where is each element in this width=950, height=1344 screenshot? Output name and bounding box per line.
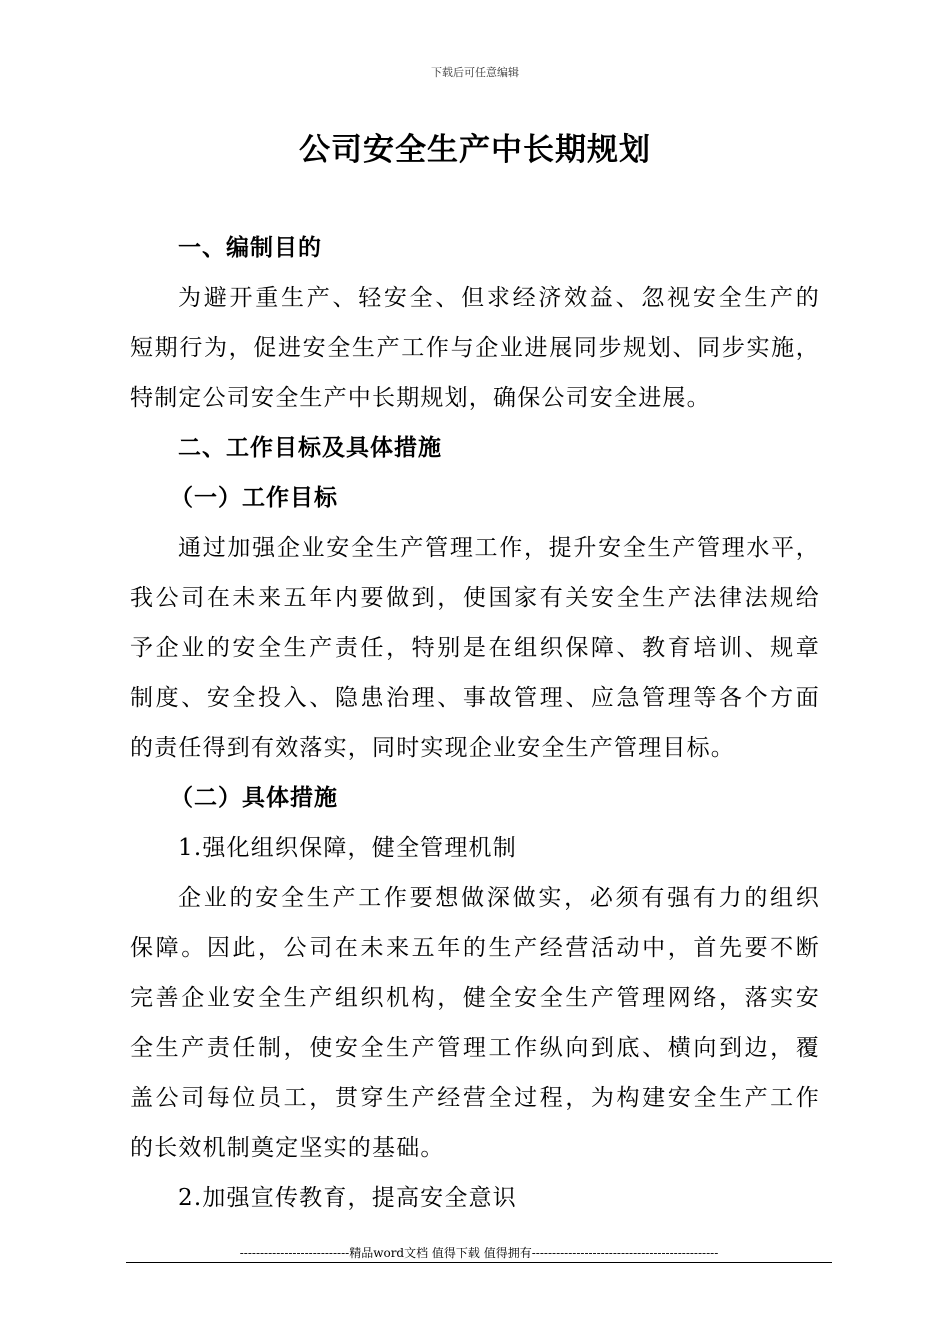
paragraph-line: 为避开重生产、轻安全、但求经济效益、忽视安全生产的 [178,285,820,311]
footer-note: ---------------------------精品word文档 值得下载 值得拥有---------------------------------------------- [239,1246,719,1260]
section-heading-purpose: 一、编制目的 [178,235,322,261]
subsection-heading-work-goals: （一）工作目标 [170,485,338,511]
paragraph-line: 短期行为，促进安全生产工作与企业进展同步规划、同步实施， [130,335,820,361]
paragraph-line: 全生产责任制，使安全生产管理工作纵向到底、横向到边，覆 [130,1035,820,1061]
paragraph-line: 通过加强企业安全生产管理工作，提升安全生产管理水平， [178,535,820,561]
section-heading-goals: 二、工作目标及具体措施 [178,435,442,461]
item-heading-education: 2.加强宣传教育，提高安全意识 [178,1185,517,1211]
paragraph-line: 制度、安全投入、隐患治理、事故管理、应急管理等各个方面 [130,685,820,711]
paragraph-line: 完善企业安全生产组织机构，健全安全生产管理网络，落实安 [130,985,820,1011]
paragraph-line: 企业的安全生产工作要想做深做实，必须有强有力的组织 [178,885,820,911]
paragraph-line: 予企业的安全生产责任，特别是在组织保障、教育培训、规章 [130,635,820,661]
document-title: 公司安全生产中长期规划 [299,132,651,168]
item-heading-organization: 1.强化组织保障，健全管理机制 [178,835,517,861]
paragraph-line: 的长效机制奠定坚实的基础。 [130,1135,445,1161]
paragraph-line: 盖公司每位员工，贯穿生产经营全过程，为构建安全生产工作 [130,1085,820,1111]
header-note: 下载后可任意编辑 [431,66,519,79]
paragraph-line: 我公司在未来五年内要做到，使国家有关安全生产法律法规给 [130,585,820,611]
footer-divider [126,1262,832,1263]
document-body [130,229,820,1229]
paragraph-line: 的责任得到有效落实，同时实现企业安全生产管理目标。 [130,735,735,761]
paragraph-line: 保障。因此，公司在未来五年的生产经营活动中，首先要不断 [130,935,820,961]
subsection-heading-measures: （二）具体措施 [170,785,338,811]
paragraph-line: 特制定公司安全生产中长期规划，确保公司安全进展。 [130,385,711,411]
